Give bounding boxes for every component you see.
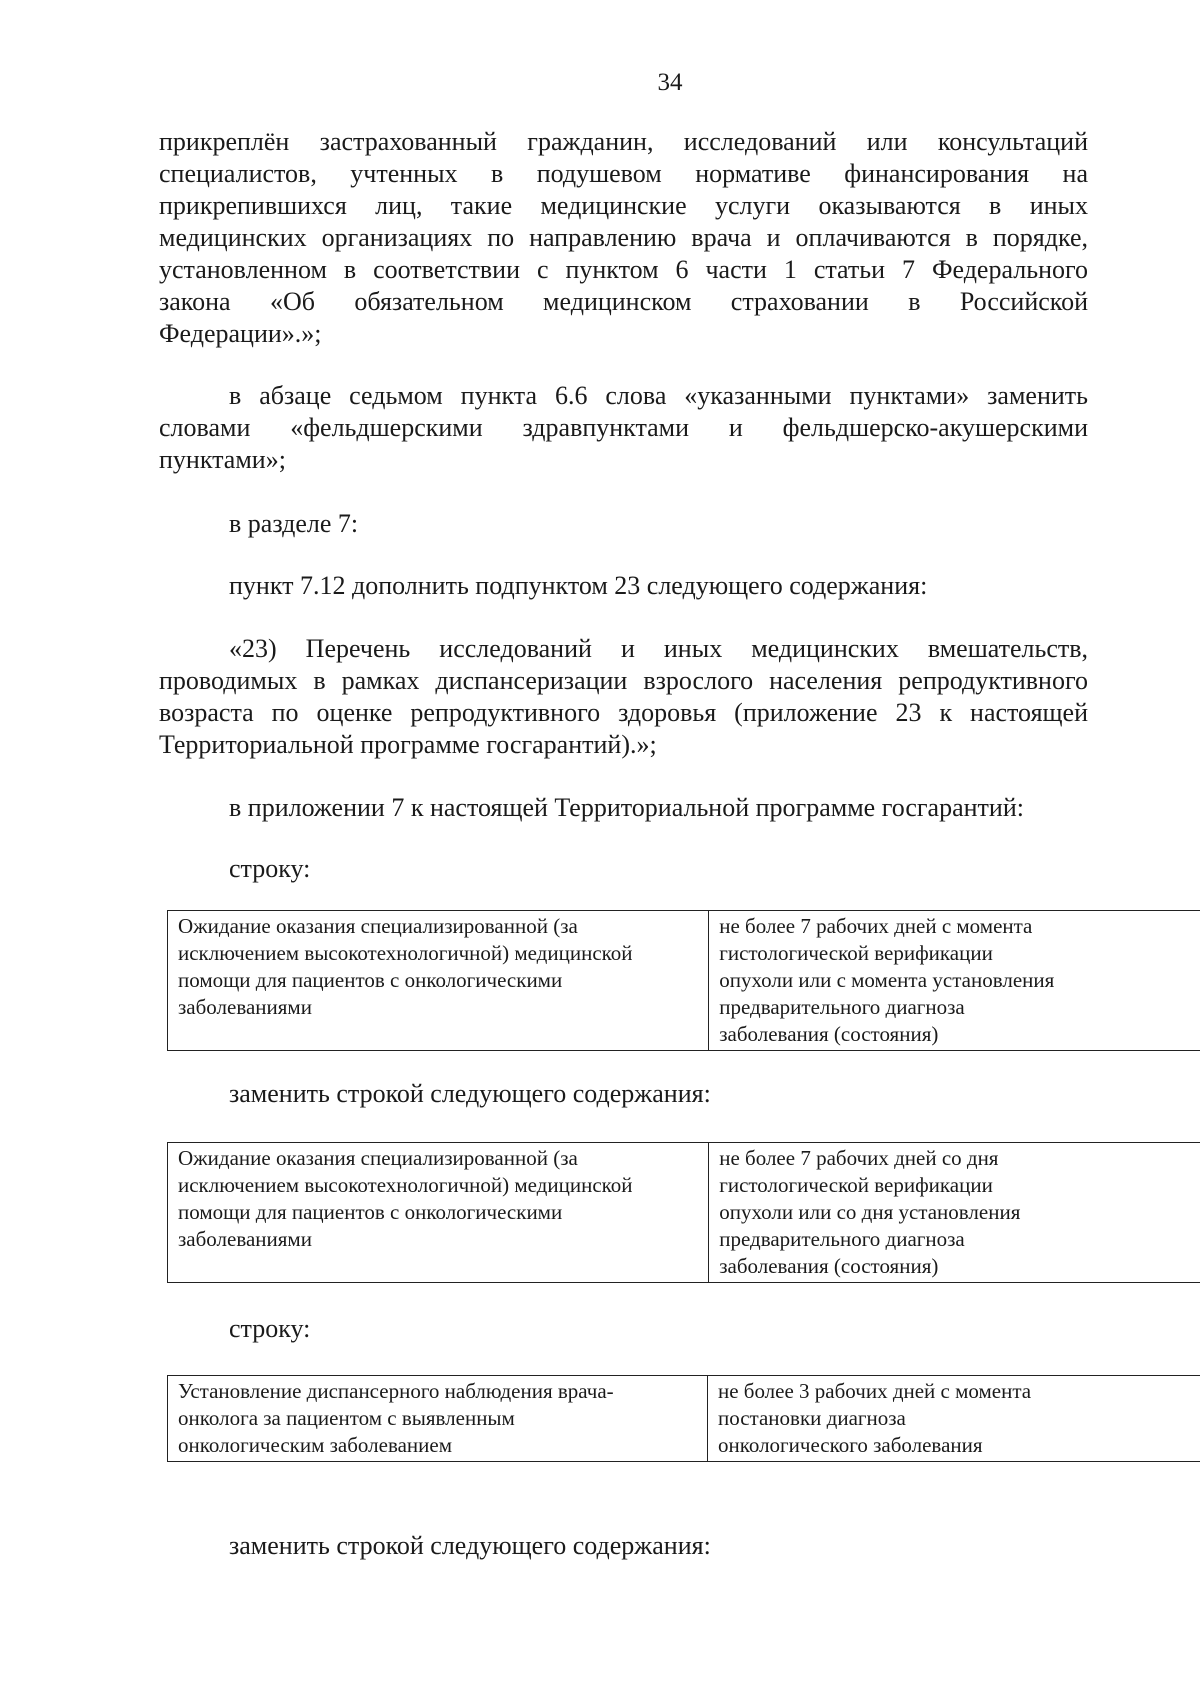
paragraph-5 — [159, 633, 1088, 761]
cell-line: онколога за пациентом с выявленным — [178, 1406, 515, 1430]
paragraph-1 — [159, 126, 1088, 350]
cell-line: не более 7 рабочих дней с момента — [719, 914, 1033, 938]
paragraph-line: «23) Перечень исследований и иных медицинских вмешательств, — [229, 634, 1088, 663]
cell-line: опухоли или с момента установления — [719, 968, 1055, 992]
cell-line: заболеваниями — [178, 995, 312, 1019]
page-number: 34 — [657, 69, 683, 96]
table-cell-description — [168, 911, 709, 1051]
paragraph-line: закона «Об обязательном медицинском страховании в Российской — [159, 287, 1088, 316]
paragraph-2 — [159, 380, 1088, 476]
cell-line: не более 7 рабочих дней со дня — [719, 1146, 999, 1170]
cell-line: Установление диспансерного наблюдения врача- — [178, 1379, 614, 1403]
cell-line: помощи для пациентов с онкологическими — [178, 968, 563, 992]
paragraph-line: специалистов, учтенных в подушевом нормативе финансирования на — [159, 159, 1088, 188]
cell-line: заболеваниями — [178, 1227, 312, 1251]
cell-line: онкологического заболевания — [717, 1433, 983, 1457]
cell-line: заболевания (состояния) — [719, 1254, 939, 1278]
paragraph-6: в приложении 7 к настоящей Территориальной программе госгарантий: — [229, 793, 1024, 822]
paragraph-line: проводимых в рамках диспансеризации взрослого населения репродуктивного — [159, 666, 1088, 695]
cell-line: Ожидание оказания специализированной (за — [178, 1146, 578, 1170]
cell-line: Ожидание оказания специализированной (за — [178, 914, 578, 938]
paragraph-line: Федерации».»; — [159, 319, 322, 348]
cell-line: гистологической верификации — [719, 941, 993, 965]
table-cell-deadline — [709, 1143, 1200, 1283]
table-1 — [167, 910, 1200, 1051]
cell-line: гистологической верификации — [719, 1173, 993, 1197]
paragraph-line: медицинских организациях по направлению врача и оплачиваются в порядке, — [159, 223, 1088, 252]
paragraph-8: заменить строкой следующего содержания: — [229, 1079, 711, 1108]
cell-line: исключением высокотехнологичной) медицинской — [178, 941, 633, 965]
paragraph-4: пункт 7.12 дополнить подпунктом 23 следующего содержания: — [229, 571, 928, 600]
paragraph-line: словами «фельдшерскими здравпунктами и фельдшерско-акушерскими — [159, 413, 1088, 442]
table-cell-deadline — [709, 911, 1200, 1051]
table-cell-description — [168, 1143, 709, 1283]
cell-line: заболевания (состояния) — [719, 1022, 939, 1046]
cell-line: постановки диагноза — [717, 1406, 906, 1430]
paragraph-line: прикрепившихся лиц, такие медицинские услуги оказываются в иных — [159, 191, 1088, 220]
paragraph-line: возраста по оценке репродуктивного здоровья (приложение 23 к настоящей — [159, 698, 1088, 727]
table-2 — [167, 1142, 1200, 1283]
cell-line: исключением высокотехнологичной) медицинской — [178, 1173, 633, 1197]
table-cell-description — [168, 1376, 708, 1462]
cell-line: онкологическим заболеванием — [178, 1433, 453, 1457]
paragraph-9: строку: — [229, 1314, 311, 1343]
paragraph-line: пунктами»; — [159, 445, 286, 474]
paragraph-line: Территориальной программе госгарантий).»; — [159, 730, 657, 759]
paragraph-3: в разделе 7: — [229, 509, 359, 538]
table-3 — [167, 1375, 1200, 1462]
cell-line: предварительного диагноза — [719, 995, 965, 1019]
table-cell-deadline — [707, 1376, 1200, 1462]
paragraph-line: установленном в соответствии с пунктом 6 части 1 статьи 7 Федерального — [159, 255, 1088, 284]
paragraph-line: в абзаце седьмом пункта 6.6 слова «указанными пунктами» заменить — [229, 381, 1088, 410]
paragraph-line: прикреплён застрахованный гражданин, исследований или консультаций — [159, 127, 1088, 156]
paragraph-10: заменить строкой следующего содержания: — [229, 1531, 711, 1560]
paragraph-7: строку: — [229, 854, 311, 883]
cell-line: предварительного диагноза — [719, 1227, 965, 1251]
cell-line: помощи для пациентов с онкологическими — [178, 1200, 563, 1224]
table-row — [168, 1143, 1200, 1283]
cell-line: опухоли или со дня установления — [719, 1200, 1021, 1224]
table-row — [168, 1376, 1200, 1462]
table-row — [168, 911, 1200, 1051]
cell-line: не более 3 рабочих дней с момента — [717, 1379, 1032, 1403]
